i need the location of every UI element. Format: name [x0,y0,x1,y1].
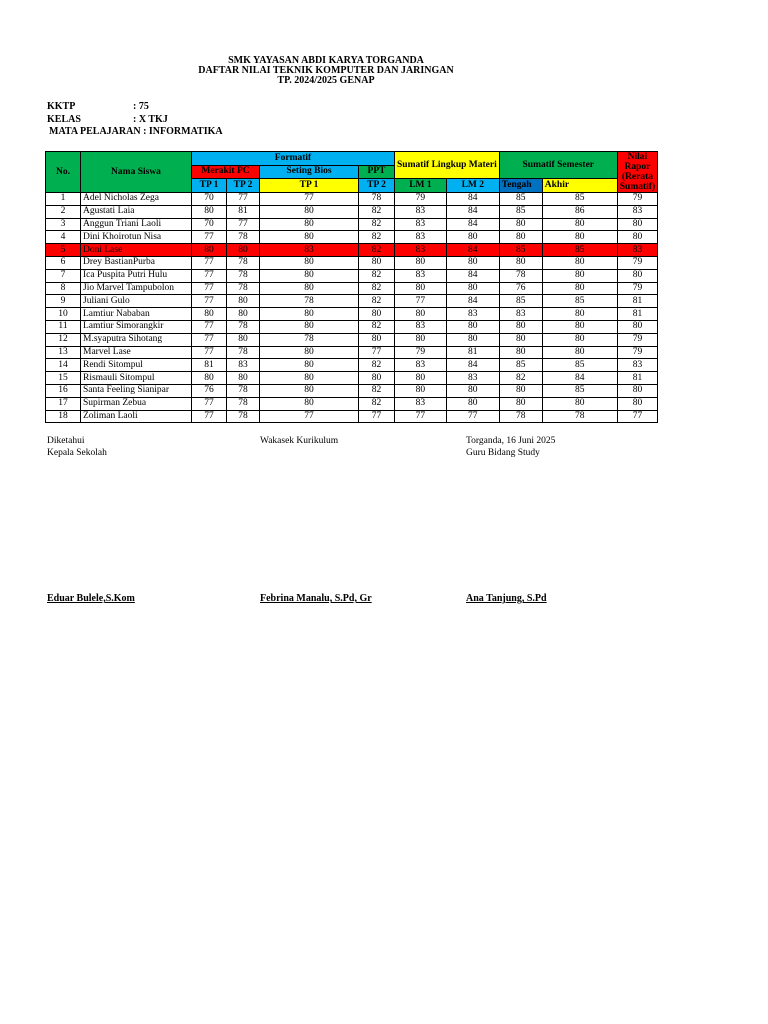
cell-tengah: 78 [499,410,542,423]
cell-tengah: 78 [499,269,542,282]
cell-tp2-merakit: 78 [227,346,260,359]
cell-tengah: 80 [499,346,542,359]
cell-no: 3 [46,218,81,231]
cell-tp2-merakit: 78 [227,256,260,269]
cell-tp2-ppt: 82 [359,218,395,231]
cell-akhir: 85 [542,359,617,372]
cell-tp2-ppt: 78 [359,193,395,206]
table-row [46,372,658,385]
header-merakit-pc: Merakit PC [192,165,260,179]
cell-tp1-merakit: 77 [192,269,227,282]
subject-line: MATA PELAJARAN : INFORMATIKA [49,126,223,137]
cell-tp2-ppt: 77 [359,410,395,423]
vice-principal-name: Febrina Manalu, S.Pd, Gr [260,593,372,604]
cell-tp1-bios: 80 [260,282,359,295]
cell-tp1-bios: 80 [260,320,359,333]
cell-tp1-merakit: 77 [192,282,227,295]
cell-no: 11 [46,320,81,333]
table-row [46,308,658,321]
cell-lm2: 81 [446,346,499,359]
principal-name: Eduar Bulele,S.Kom [47,593,135,604]
cell-student-name: Lamtiur Nababan [81,308,192,321]
cell-lm1: 79 [395,346,447,359]
cell-tp1-bios: 80 [260,397,359,410]
cell-akhir: 80 [542,333,617,346]
cell-tp2-merakit: 77 [227,218,260,231]
cell-student-name: Zoliman Laoli [81,410,192,423]
cell-rapor: 79 [617,282,657,295]
cell-lm2: 84 [446,205,499,218]
sig-mid-line1: Wakasek Kurikulum [260,436,339,446]
cell-tp1-merakit: 77 [192,397,227,410]
cell-tp1-merakit: 77 [192,295,227,308]
cell-lm2: 80 [446,256,499,269]
cell-rapor: 81 [617,308,657,321]
header-tp1-merakit: TP 1 [192,179,227,193]
header-tengah: Tengah [499,179,542,193]
table-row [46,256,658,269]
cell-tengah: 83 [499,308,542,321]
cell-akhir: 86 [542,205,617,218]
sig-left-line2: Kepala Sekolah [47,448,107,458]
cell-lm1: 77 [395,295,447,308]
cell-tp2-ppt: 77 [359,346,395,359]
cell-tp2-merakit: 80 [227,295,260,308]
cell-akhir: 85 [542,384,617,397]
cell-tp2-merakit: 80 [227,333,260,346]
cell-rapor: 80 [617,384,657,397]
cell-no: 14 [46,359,81,372]
cell-tp1-merakit: 80 [192,244,227,257]
cell-no: 12 [46,333,81,346]
cell-lm1: 79 [395,193,447,206]
cell-tp1-bios: 77 [260,193,359,206]
header-tp1-bios: TP 1 [260,179,359,193]
cell-tp1-merakit: 70 [192,193,227,206]
cell-no: 1 [46,193,81,206]
cell-tp1-bios: 78 [260,295,359,308]
cell-akhir: 80 [542,320,617,333]
cell-tp1-bios: 80 [260,256,359,269]
cell-lm1: 80 [395,333,447,346]
sig-right-date: Torganda, 16 Juni 2025 [466,436,556,446]
cell-akhir: 80 [542,256,617,269]
cell-tp2-merakit: 80 [227,372,260,385]
cell-akhir: 80 [542,218,617,231]
cell-tp1-merakit: 81 [192,359,227,372]
cell-lm1: 80 [395,256,447,269]
cell-tp1-merakit: 77 [192,320,227,333]
cell-rapor: 81 [617,295,657,308]
cell-tp2-ppt: 80 [359,333,395,346]
cell-tengah: 82 [499,372,542,385]
cell-lm1: 80 [395,308,447,321]
header-tp2-ppt: TP 2 [359,179,395,193]
header-lm1: LM 1 [395,179,447,193]
grade-rows [46,193,658,423]
cell-lm1: 83 [395,269,447,282]
cell-tp1-merakit: 77 [192,346,227,359]
cell-lm2: 84 [446,359,499,372]
cell-lm2: 77 [446,410,499,423]
cell-tp2-ppt: 82 [359,269,395,282]
cell-rapor: 83 [617,205,657,218]
cell-no: 7 [46,269,81,282]
cell-lm1: 80 [395,372,447,385]
cell-tengah: 85 [499,359,542,372]
header-ppt: PPT [359,165,395,179]
header-akhir: Akhir [542,179,617,193]
cell-lm1: 80 [395,384,447,397]
cell-tengah: 80 [499,231,542,244]
table-row [46,205,658,218]
cell-tp1-bios: 83 [260,244,359,257]
cell-tp2-merakit: 78 [227,397,260,410]
cell-rapor: 80 [617,320,657,333]
cell-lm2: 84 [446,295,499,308]
cell-tengah: 76 [499,282,542,295]
cell-tengah: 80 [499,384,542,397]
cell-student-name: Supirman Zebua [81,397,192,410]
cell-lm1: 80 [395,282,447,295]
cell-tengah: 80 [499,397,542,410]
kelas-label: KELAS [47,114,81,125]
cell-tp2-ppt: 82 [359,320,395,333]
cell-tp1-bios: 80 [260,384,359,397]
table-row [46,320,658,333]
cell-tp1-bios: 80 [260,269,359,282]
table-row [46,269,658,282]
cell-tp1-merakit: 77 [192,256,227,269]
table-row [46,397,658,410]
cell-akhir: 80 [542,231,617,244]
cell-tp2-merakit: 78 [227,282,260,295]
cell-rapor: 80 [617,231,657,244]
cell-tp1-bios: 80 [260,372,359,385]
cell-tp2-merakit: 81 [227,205,260,218]
cell-rapor: 80 [617,218,657,231]
cell-no: 8 [46,282,81,295]
cell-akhir: 80 [542,397,617,410]
cell-lm2: 83 [446,308,499,321]
cell-tp2-ppt: 80 [359,372,395,385]
header-no: No. [46,152,81,193]
cell-lm2: 80 [446,333,499,346]
cell-akhir: 80 [542,346,617,359]
header-seting-bios: Seting Bios [260,165,359,179]
cell-rapor: 81 [617,372,657,385]
cell-student-name: Drey BastianPurba [81,256,192,269]
cell-student-name: Adel Nicholas Zega [81,193,192,206]
table-row [46,193,658,206]
cell-no: 13 [46,346,81,359]
cell-student-name: Juliani Gulo [81,295,192,308]
cell-tengah: 80 [499,320,542,333]
cell-student-name: Rismauli Sitompul [81,372,192,385]
cell-rapor: 79 [617,333,657,346]
cell-lm1: 83 [395,320,447,333]
table-row [46,384,658,397]
cell-tp2-merakit: 78 [227,320,260,333]
cell-tengah: 85 [499,244,542,257]
cell-no: 18 [46,410,81,423]
cell-lm2: 80 [446,231,499,244]
cell-tengah: 85 [499,205,542,218]
cell-student-name: Jio Marvel Tampubolon [81,282,192,295]
cell-tp1-merakit: 70 [192,218,227,231]
sig-right-line2: Guru Bidang Study [466,448,540,458]
cell-no: 16 [46,384,81,397]
cell-tp1-merakit: 77 [192,231,227,244]
cell-rapor: 77 [617,410,657,423]
cell-tp2-merakit: 78 [227,384,260,397]
cell-tp1-merakit: 77 [192,410,227,423]
cell-lm2: 84 [446,244,499,257]
school-name: SMK YAYASAN ABDI KARYA TORGANDA [228,55,424,66]
cell-lm1: 77 [395,410,447,423]
table-row [46,295,658,308]
cell-tp2-ppt: 82 [359,231,395,244]
cell-lm2: 80 [446,320,499,333]
cell-tp2-merakit: 78 [227,410,260,423]
cell-lm2: 84 [446,218,499,231]
cell-student-name: Ica Puspita Putri Hulu [81,269,192,282]
cell-tp1-merakit: 80 [192,372,227,385]
cell-lm1: 83 [395,359,447,372]
kktp-value: : 75 [133,101,149,112]
cell-tengah: 85 [499,295,542,308]
header-tp2-merakit: TP 2 [227,179,260,193]
teacher-name: Ana Tanjung, S.Pd [466,593,547,604]
cell-tp1-bios: 77 [260,410,359,423]
cell-tengah: 80 [499,218,542,231]
cell-no: 9 [46,295,81,308]
cell-lm2: 80 [446,397,499,410]
cell-tp2-merakit: 78 [227,269,260,282]
cell-akhir: 85 [542,244,617,257]
cell-tp2-merakit: 78 [227,231,260,244]
cell-no: 6 [46,256,81,269]
header-nama-siswa: Nama Siswa [81,152,192,193]
cell-akhir: 78 [542,410,617,423]
cell-akhir: 80 [542,269,617,282]
cell-tp2-ppt: 82 [359,384,395,397]
cell-student-name: Doni Lase [81,244,192,257]
cell-lm1: 83 [395,205,447,218]
cell-tp2-ppt: 80 [359,256,395,269]
cell-tengah: 85 [499,193,542,206]
cell-rapor: 80 [617,397,657,410]
cell-tp2-merakit: 80 [227,308,260,321]
cell-tp1-bios: 80 [260,231,359,244]
cell-student-name: Dini Khoirotun Nisa [81,231,192,244]
cell-tengah: 80 [499,333,542,346]
cell-no: 4 [46,231,81,244]
cell-lm1: 83 [395,218,447,231]
cell-lm1: 83 [395,244,447,257]
kelas-value: : X TKJ [133,114,168,125]
cell-tp2-merakit: 80 [227,244,260,257]
cell-tp2-ppt: 82 [359,205,395,218]
cell-no: 10 [46,308,81,321]
cell-rapor: 83 [617,359,657,372]
cell-student-name: Marvel Lase [81,346,192,359]
cell-no: 17 [46,397,81,410]
cell-student-name: M.syaputra Sihotang [81,333,192,346]
cell-tp2-ppt: 80 [359,308,395,321]
table-row [46,218,658,231]
cell-lm2: 84 [446,269,499,282]
cell-lm2: 80 [446,384,499,397]
cell-tp2-ppt: 82 [359,244,395,257]
cell-akhir: 80 [542,308,617,321]
cell-tp1-merakit: 77 [192,333,227,346]
cell-tp2-ppt: 82 [359,282,395,295]
table-row [46,346,658,359]
cell-tp2-ppt: 82 [359,359,395,372]
cell-lm1: 83 [395,231,447,244]
cell-rapor: 83 [617,244,657,257]
cell-lm1: 83 [395,397,447,410]
cell-tp1-bios: 80 [260,205,359,218]
cell-tp2-ppt: 82 [359,295,395,308]
header-nilai-rapor: Nilai Rapor (Rerata Sumatif) [617,152,657,193]
cell-tp1-merakit: 80 [192,205,227,218]
cell-akhir: 85 [542,295,617,308]
cell-student-name: Anggun Triani Laoli [81,218,192,231]
cell-lm2: 83 [446,372,499,385]
cell-student-name: Agustati Laia [81,205,192,218]
table-row [46,244,658,257]
cell-no: 15 [46,372,81,385]
cell-student-name: Santa Feeling Sianipar [81,384,192,397]
school-year: TP. 2024/2025 GENAP [277,75,375,86]
cell-no: 5 [46,244,81,257]
cell-tp1-merakit: 76 [192,384,227,397]
cell-rapor: 79 [617,256,657,269]
kktp-label: KKTP [47,101,76,112]
cell-rapor: 80 [617,269,657,282]
cell-no: 2 [46,205,81,218]
cell-tp2-merakit: 77 [227,193,260,206]
table-row [46,282,658,295]
cell-tp2-merakit: 83 [227,359,260,372]
table-row [46,410,658,423]
header-formatif: Formatif [192,152,395,166]
table-row [46,333,658,346]
cell-akhir: 84 [542,372,617,385]
cell-tp1-merakit: 80 [192,308,227,321]
cell-tp1-bios: 78 [260,333,359,346]
header-sumatif-lingkup-materi: Sumatif Lingkup Materi [395,152,500,179]
cell-lm2: 80 [446,282,499,295]
table-row [46,359,658,372]
cell-akhir: 85 [542,193,617,206]
cell-student-name: Lamtiur Simorangkir [81,320,192,333]
grade-table [45,151,658,423]
table-row [46,231,658,244]
cell-tengah: 80 [499,256,542,269]
cell-tp2-ppt: 82 [359,397,395,410]
cell-tp1-bios: 80 [260,359,359,372]
cell-lm2: 84 [446,193,499,206]
cell-tp1-bios: 80 [260,346,359,359]
header-sumatif-semester: Sumatif Semester [499,152,617,179]
cell-rapor: 79 [617,193,657,206]
document-title: DAFTAR NILAI TEKNIK KOMPUTER DAN JARINGAN [198,65,454,76]
cell-tp1-bios: 80 [260,308,359,321]
sig-left-line1: Diketahui [47,436,85,446]
cell-akhir: 80 [542,282,617,295]
cell-student-name: Rendi Sitompul [81,359,192,372]
cell-rapor: 79 [617,346,657,359]
header-lm2: LM 2 [446,179,499,193]
cell-tp1-bios: 80 [260,218,359,231]
